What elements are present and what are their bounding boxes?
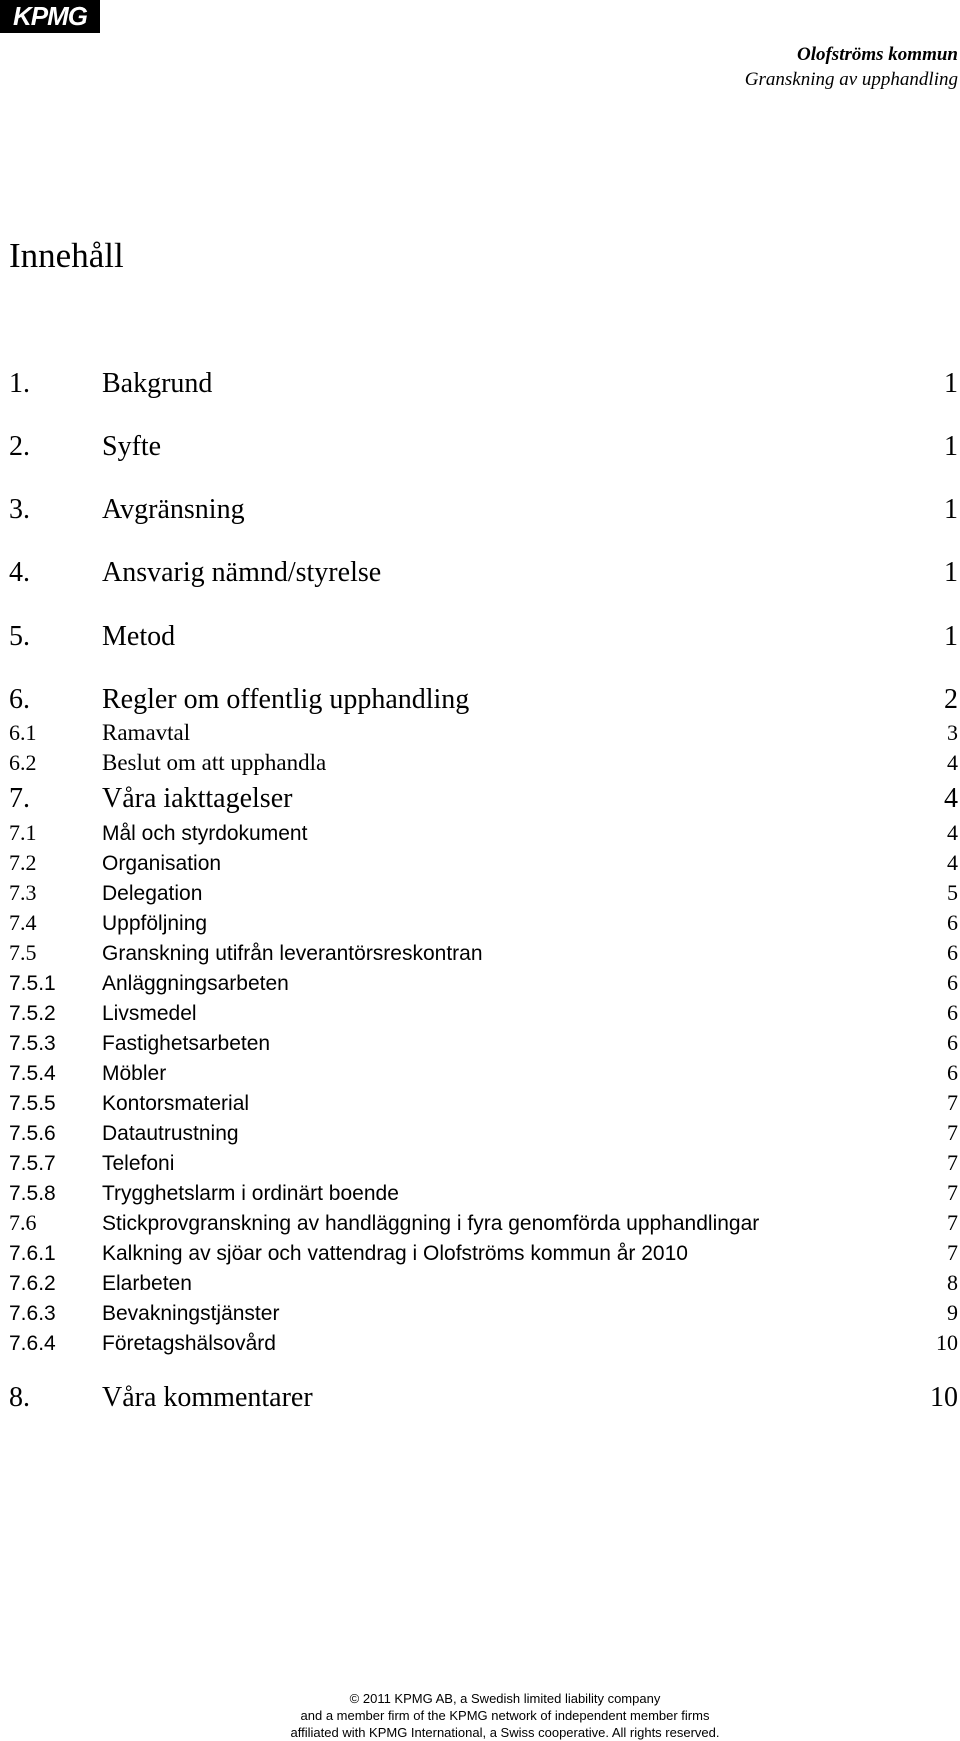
toc-entry-page: 1: [944, 557, 958, 588]
page-header: [745, 42, 958, 92]
toc-entry-number: 4.: [9, 557, 30, 588]
toc-entry-page: 4: [947, 750, 958, 775]
toc-entry[interactable]: [9, 1330, 958, 1358]
toc-entry-label: Anläggningsarbeten: [102, 972, 289, 995]
toc-entry-number: 7.6: [9, 1210, 37, 1235]
toc-entry[interactable]: [9, 1210, 958, 1238]
toc-entry-number: 7.5.5: [9, 1092, 56, 1115]
toc-entry-number: 6.2: [9, 750, 37, 775]
toc-entry-page: 10: [936, 1330, 958, 1355]
toc-entry[interactable]: [9, 494, 958, 528]
toc-entry-page: 8: [947, 1270, 958, 1295]
toc-entry-number: 7.5: [9, 940, 37, 965]
toc-entry-label: Ramavtal: [102, 720, 191, 745]
toc-entry[interactable]: [9, 940, 958, 968]
toc-entry[interactable]: [9, 1180, 958, 1208]
toc-entry-label: Syfte: [102, 431, 162, 462]
toc-entry-label: Fastighetsarbeten: [102, 1032, 271, 1055]
kpmg-logo: KPMG: [0, 0, 100, 33]
toc-entry-number: 7.6.3: [9, 1302, 56, 1325]
toc-entry-label: Metod: [102, 621, 176, 652]
toc-entry-number: 7.5.3: [9, 1032, 56, 1055]
toc-entry-number: 7.6.2: [9, 1272, 56, 1295]
toc-entry-page: 7: [947, 1120, 958, 1145]
toc-entry-page: 6: [947, 1030, 958, 1055]
toc-entry-number: 7.4: [9, 910, 37, 935]
toc-entry-label: Mål och styrdokument: [102, 822, 308, 845]
toc-entry[interactable]: [9, 750, 958, 778]
toc-entry-number: 3.: [9, 494, 30, 525]
toc-entry[interactable]: [9, 783, 958, 817]
toc-entry-label: Beslut om att upphandla: [102, 750, 327, 775]
toc-entry[interactable]: [9, 1270, 958, 1298]
toc-entry-number: 7.1: [9, 820, 37, 845]
toc-entry-number: 7.5.7: [9, 1152, 56, 1175]
toc-entry-label: Uppföljning: [102, 912, 208, 935]
toc-entry-number: 7.5.4: [9, 1062, 56, 1085]
toc-entry[interactable]: [9, 557, 958, 591]
toc-entry-page: 7: [947, 1150, 958, 1175]
toc-entry[interactable]: [9, 720, 958, 748]
toc-entry-number: 7.6.1: [9, 1242, 56, 1265]
toc-entry[interactable]: [9, 368, 958, 402]
toc-entry-number: 7.2: [9, 850, 37, 875]
toc-entry-number: 6.1: [9, 720, 37, 745]
toc-entry-page: 6: [947, 1060, 958, 1085]
toc-entry[interactable]: [9, 1240, 958, 1268]
toc-entry-label: Ansvarig nämnd/styrelse: [102, 557, 382, 588]
toc-entry-label: Telefoni: [102, 1152, 175, 1175]
toc-entry[interactable]: [9, 1090, 958, 1118]
toc-entry-page: 10: [930, 1382, 958, 1413]
toc-entry-label: Våra iakttagelser: [102, 783, 293, 814]
toc-entry-page: 6: [947, 940, 958, 965]
toc-entry-page: 2: [944, 684, 958, 715]
toc-entry-number: 7.5.8: [9, 1182, 56, 1205]
toc-entry-label: Livsmedel: [102, 1002, 197, 1025]
toc-entry-page: 7: [947, 1210, 958, 1235]
toc-entry-number: 7.: [9, 783, 30, 814]
page-title: Innehåll: [9, 236, 124, 275]
toc-entry-page: 4: [947, 850, 958, 875]
toc-entry[interactable]: [9, 1382, 958, 1416]
toc-entry-number: 7.3: [9, 880, 37, 905]
footer-line-3: affiliated with KPMG International, a Swiss cooperative. All rights reserved.: [290, 1725, 720, 1740]
toc-entry-number: 7.5.1: [9, 972, 56, 995]
toc-entry[interactable]: [9, 1060, 958, 1088]
toc-entry-label: Våra kommentarer: [102, 1382, 313, 1413]
toc-entry-page: 3: [947, 720, 958, 745]
toc-entry-page: 7: [947, 1240, 958, 1265]
toc-entry-number: 6.: [9, 684, 30, 715]
toc-entry[interactable]: [9, 880, 958, 908]
toc-entry-page: 1: [944, 431, 958, 462]
header-document-title: Granskning av upphandling: [744, 69, 958, 90]
footer-copyright: © 2011 KPMG AB, a Swedish limited liability company: [349, 1691, 661, 1706]
toc-entry-page: 7: [947, 1090, 958, 1115]
footer-line-2: and a member firm of the KPMG network of independent member firms: [300, 1708, 710, 1723]
toc-entry-number: 7.5.6: [9, 1122, 56, 1145]
toc-entry-page: 6: [947, 970, 958, 995]
toc-entry-page: 5: [947, 880, 958, 905]
toc-entry-number: 5.: [9, 621, 30, 652]
toc-entry-number: 7.6.4: [9, 1332, 56, 1355]
toc-entry[interactable]: [9, 850, 958, 878]
header-organization: Olofströms kommun: [796, 44, 958, 65]
toc-entry-label: Kalkning av sjöar och vattendrag i Olofströms kommun år 2010: [102, 1242, 688, 1265]
toc-entry-number: 7.5.2: [9, 1002, 56, 1025]
toc-entry[interactable]: [9, 684, 958, 718]
toc-entry-label: Datautrustning: [102, 1122, 239, 1145]
toc-entry-label: Organisation: [102, 852, 222, 875]
toc-entry-label: Bevakningstjänster: [102, 1302, 280, 1325]
toc-entry-number: 2.: [9, 431, 30, 462]
toc-entry-page: 9: [947, 1300, 958, 1325]
toc-entry-label: Elarbeten: [102, 1272, 192, 1295]
toc-entry[interactable]: [9, 1120, 958, 1148]
toc-entry-label: Möbler: [102, 1062, 167, 1085]
toc-entry[interactable]: [9, 910, 958, 938]
toc-entry[interactable]: [9, 820, 958, 848]
toc-entry-page: 4: [947, 820, 958, 845]
toc-entry[interactable]: [9, 970, 958, 998]
toc-entry-number: 8.: [9, 1382, 30, 1413]
toc-entry-number: 1.: [9, 368, 30, 399]
toc-entry[interactable]: [9, 1150, 958, 1178]
toc-entry-page: 1: [944, 368, 958, 399]
toc-entry-label: Avgränsning: [102, 494, 245, 525]
toc-entry[interactable]: [9, 621, 958, 655]
toc-entry[interactable]: [9, 1000, 958, 1028]
toc-entry-label: Delegation: [102, 882, 203, 905]
toc-entry-label: Granskning utifrån leverantörsreskontran: [102, 942, 483, 965]
toc-entry-page: 1: [944, 494, 958, 525]
toc-entry-page: 4: [944, 783, 958, 814]
toc-entry-label: Stickprovgranskning av handläggning i fyra genomförda upphandlingar: [102, 1212, 760, 1235]
toc-entry-label: Företagshälsovård: [102, 1332, 276, 1355]
toc-entry-label: Trygghetslarm i ordinärt boende: [102, 1182, 399, 1205]
toc-entry-label: Bakgrund: [102, 368, 213, 399]
toc-entry-page: 6: [947, 1000, 958, 1025]
toc-entry[interactable]: [9, 431, 958, 465]
toc-entry[interactable]: [9, 1030, 958, 1058]
toc-entry-page: 7: [947, 1180, 958, 1205]
toc-entry[interactable]: [9, 1300, 958, 1328]
toc-entry-page: 1: [944, 621, 958, 652]
toc-entry-page: 6: [947, 910, 958, 935]
toc-entry-label: Kontorsmaterial: [102, 1092, 250, 1115]
page-footer: [0, 1690, 960, 1741]
toc-entry-label: Regler om offentlig upphandling: [102, 684, 470, 715]
